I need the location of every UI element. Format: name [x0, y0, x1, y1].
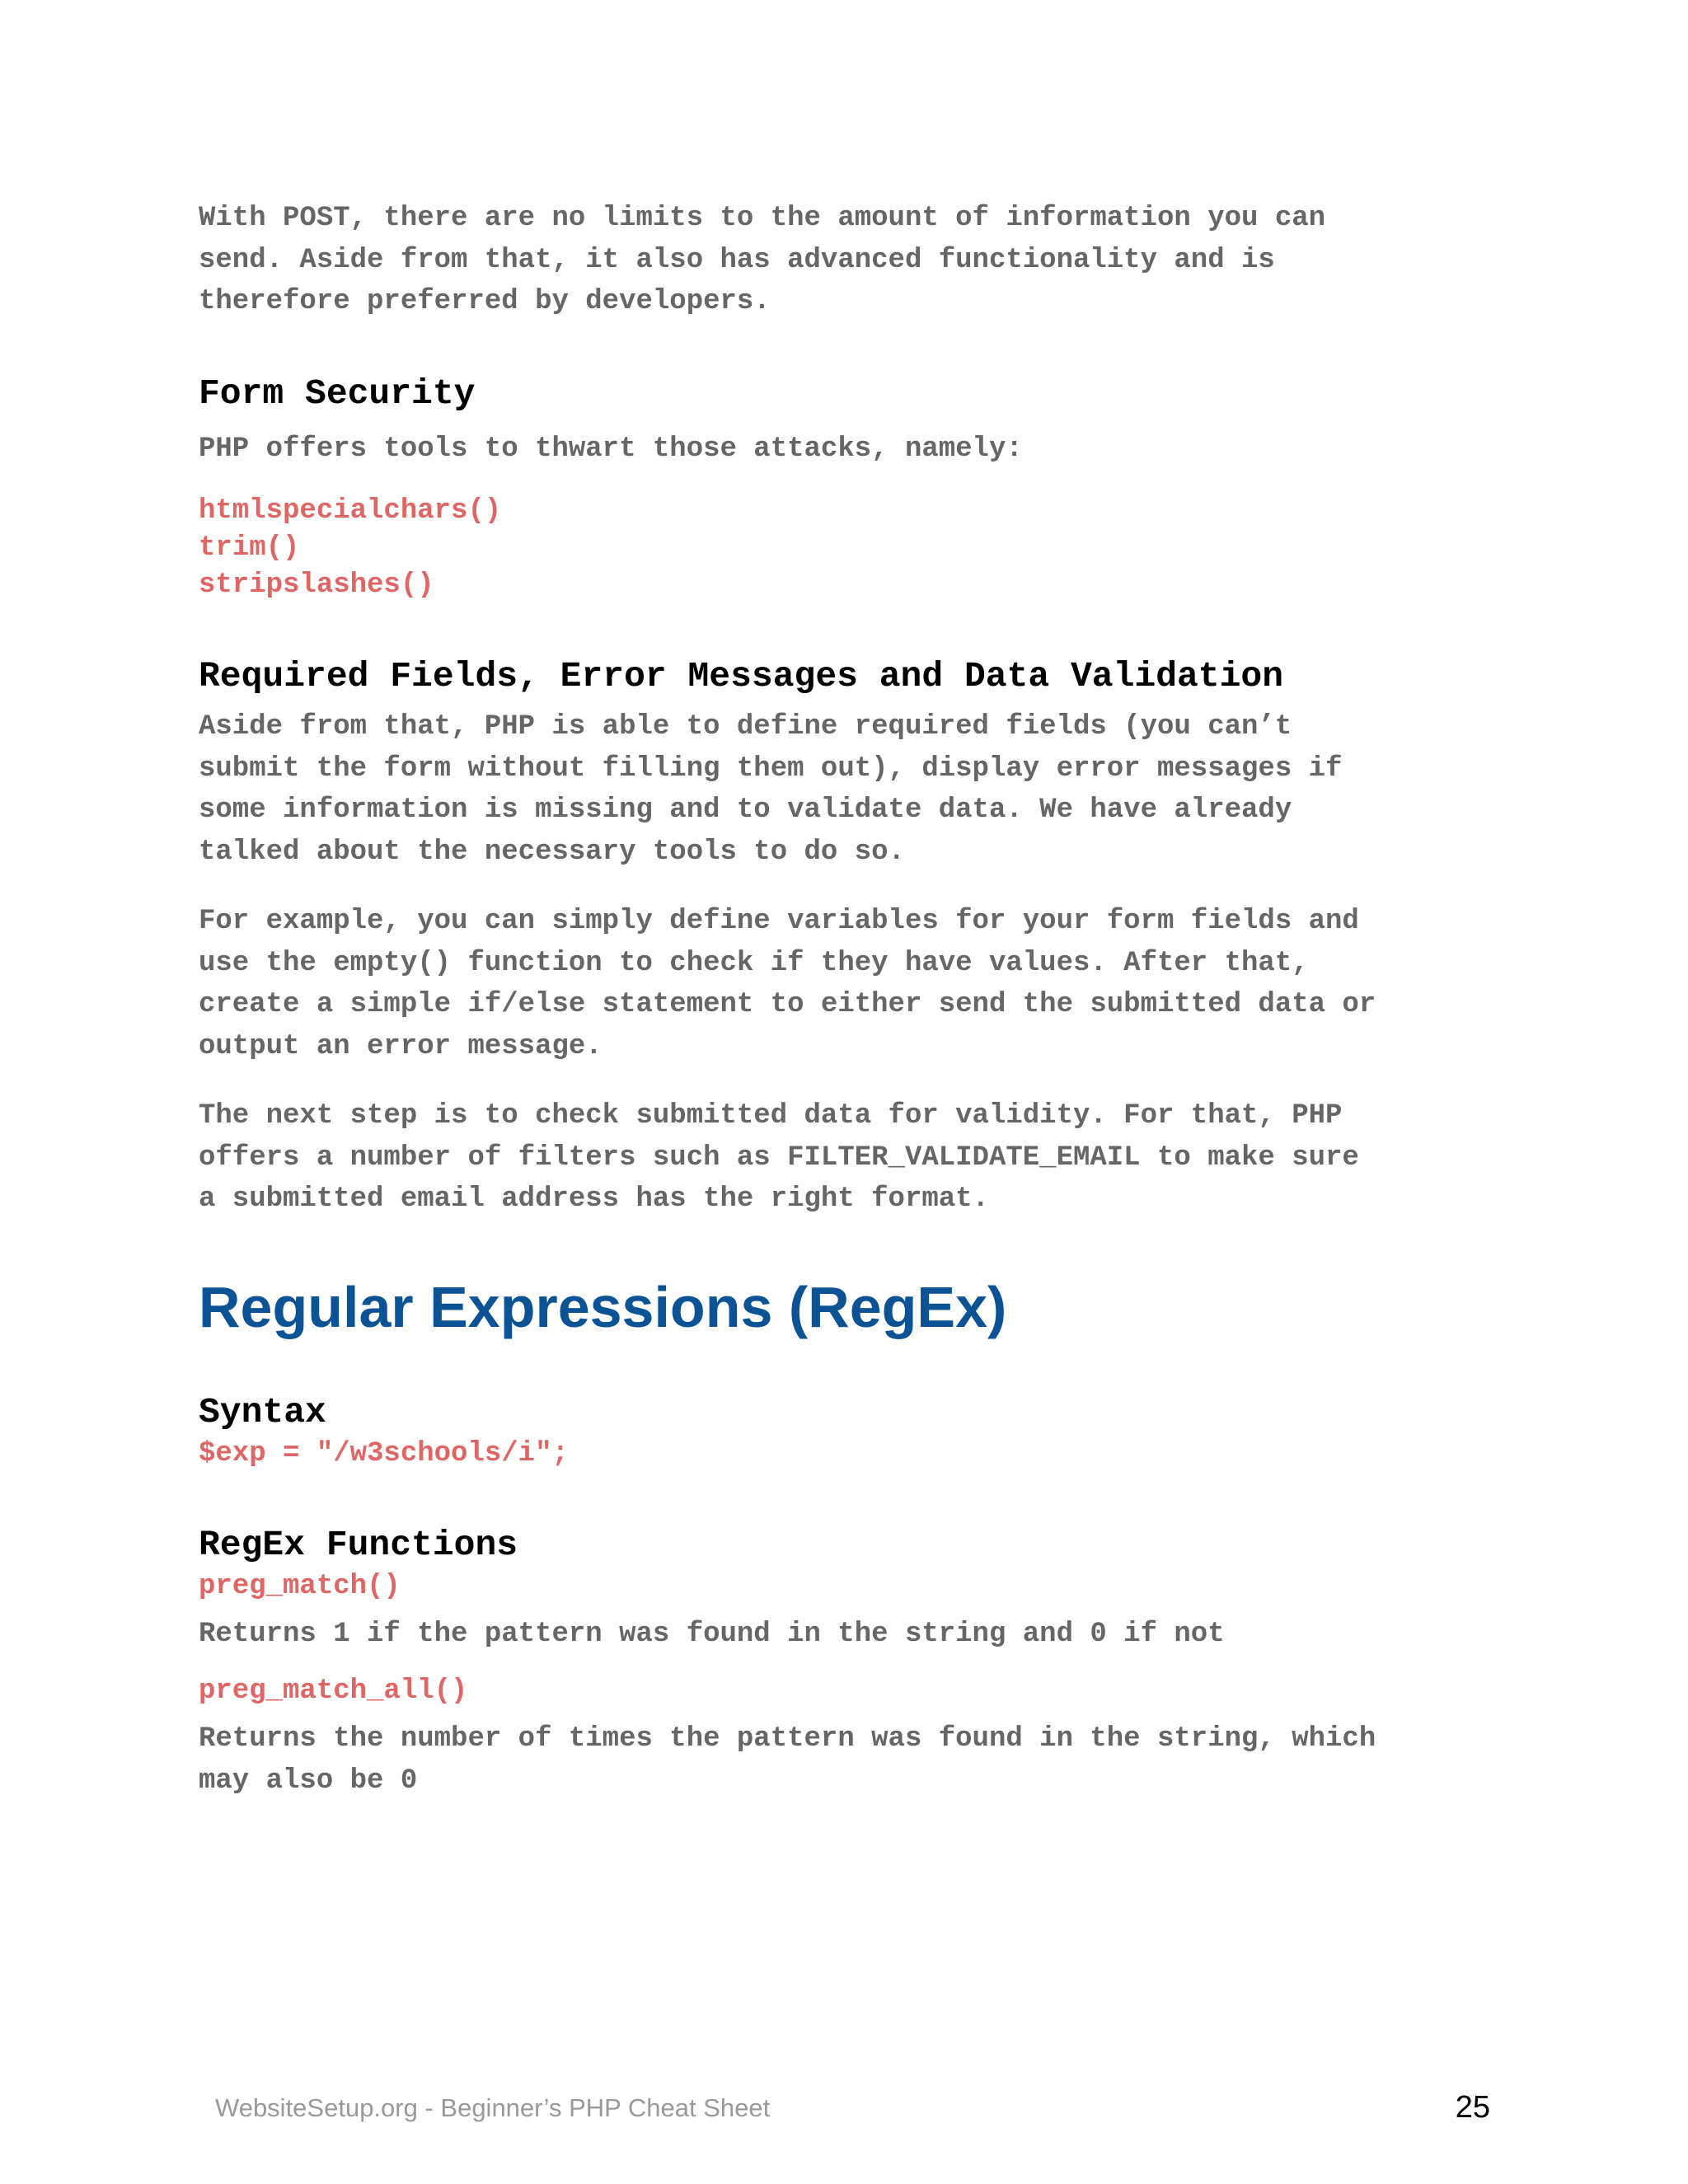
regex-functions-heading: RegEx Functions [199, 1524, 518, 1565]
page-content [199, 198, 1501, 1802]
required-fields-paragraph-3: The next step is to check submitted data for validity. For that, PHP offers a number of filters such as FILTER_VALIDATE_EMAIL to make sure a submitted email address has the right format. [199, 1100, 1359, 1215]
required-fields-heading: Required Fields, Error Messages and Data Validation [199, 656, 1284, 696]
function-stripslashes: stripslashes() [199, 569, 434, 601]
preg-match-all-description: Returns the number of times the pattern was found in the string, which may also be 0 [199, 1723, 1376, 1797]
function-htmlspecialchars: htmlspecialchars() [199, 495, 502, 527]
required-fields-paragraph-2: For example, you can simply define variables for your form fields and use the empty() function to check if they have values. After that, create a simple if/else statement to either send the submitted data or output an error message. [199, 906, 1376, 1062]
function-preg-match-all: preg_match_all() [199, 1675, 468, 1707]
syntax-heading: Syntax [199, 1391, 326, 1432]
footer-text: WebsiteSetup.org - Beginner’s PHP Cheat Sheet [215, 2093, 771, 2122]
preg-match-description: Returns 1 if the pattern was found in the string and 0 if not [199, 1618, 1225, 1650]
syntax-code: $exp = "/w3schools/i"; [199, 1437, 569, 1469]
form-security-heading: Form Security [199, 373, 476, 414]
function-preg-match: preg_match() [199, 1570, 401, 1602]
page-number: 25 [1455, 2090, 1490, 2125]
form-security-intro: PHP offers tools to thwart those attacks, namely: [199, 433, 1023, 465]
post-paragraph: With POST, there are no limits to the amount of information you can send. Aside from that, it also has advanced functionality and is therefore preferred by developers. [199, 203, 1326, 317]
function-trim: trim() [199, 532, 300, 564]
regex-section-title: Regular Expressions (RegEx) [199, 1274, 1007, 1339]
required-fields-paragraph-1: Aside from that, PHP is able to define required fields (you can’t submit the form without filling them out), display error messages if some information is missing and to validate data. We have already talked about the necessary tools to do so. [199, 711, 1343, 868]
form-security-function-list [199, 493, 1501, 604]
